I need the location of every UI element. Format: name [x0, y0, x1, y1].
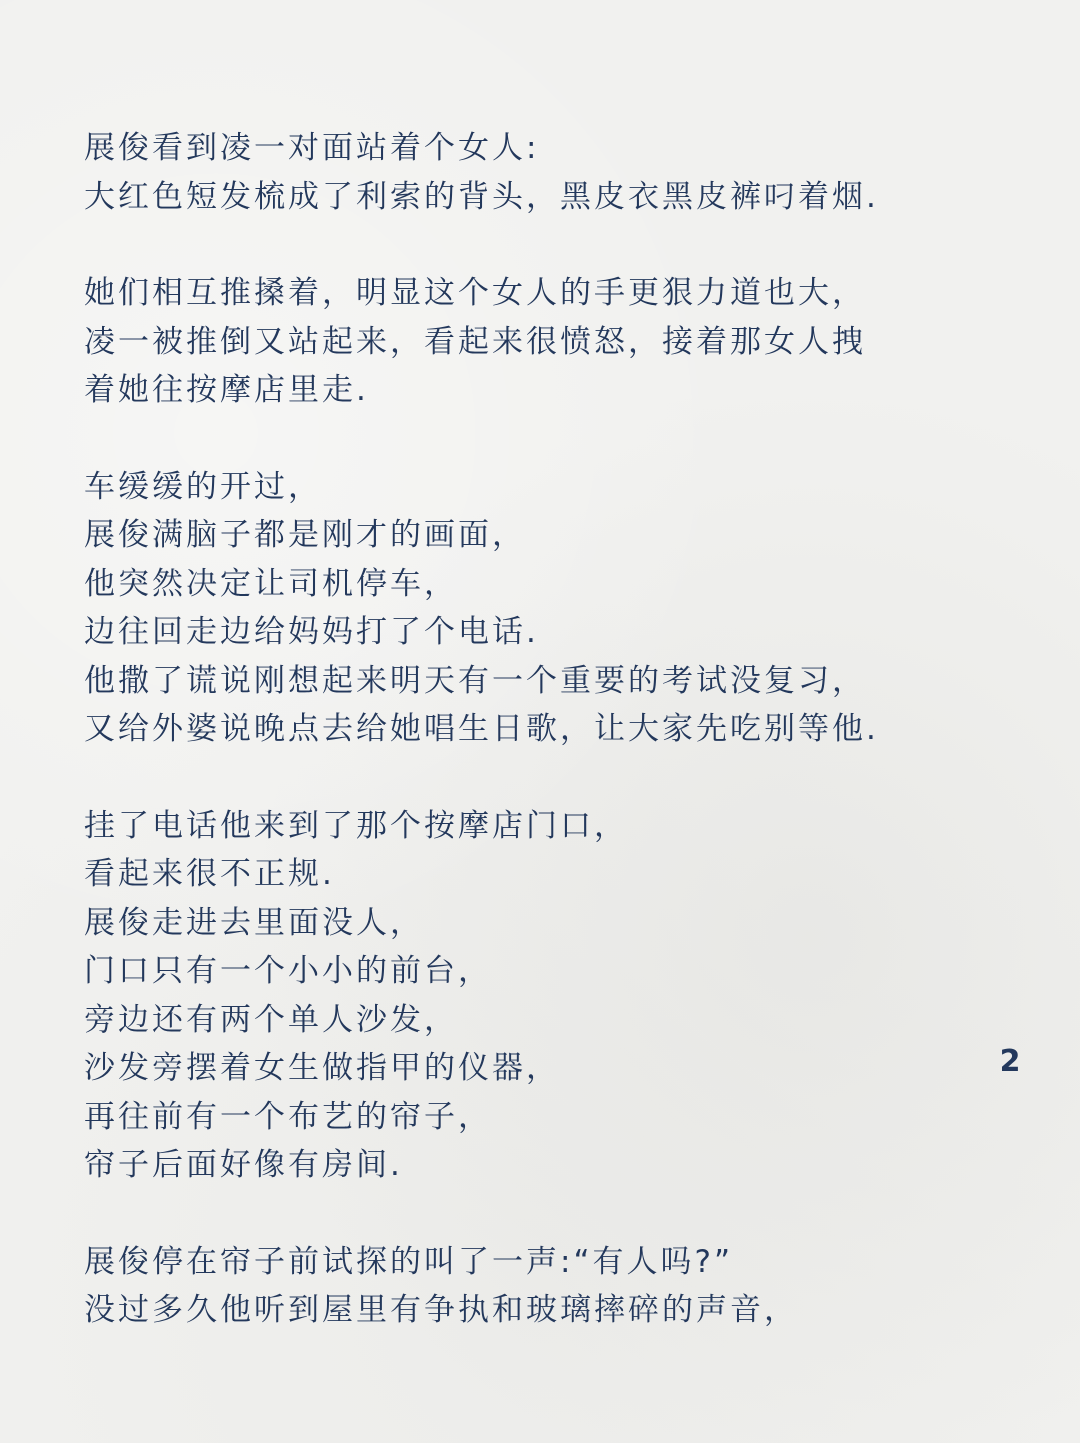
- paragraph: [84, 1238, 1034, 1335]
- text-line: 大红色短发梳成了利索的背头，黑皮衣黑皮裤叼着烟.: [84, 178, 879, 215]
- text-line: 展俊走进去里面没人，: [84, 904, 424, 941]
- text-line: 帘子后面好像有房间.: [84, 1147, 403, 1183]
- text-line: 凌一被推倒又站起来，看起来很愤怒，接着那女人拽: [84, 323, 866, 360]
- text-line: 没过多久他听到屋里有争执和玻璃摔碎的声音，: [84, 1292, 798, 1328]
- text-line: 旁边还有两个单人沙发，: [84, 1001, 458, 1038]
- text-line: 着她往按摩店里走.: [84, 372, 369, 408]
- paragraph: [84, 802, 1034, 1190]
- text-line: 他撒了谎说刚想起来明天有一个重要的考试没复习，: [84, 662, 866, 699]
- paragraph: [84, 463, 1034, 754]
- text-line: 边往回走边给妈妈打了个电话.: [84, 614, 539, 650]
- text-line: 车缓缓的开过，: [84, 468, 322, 505]
- text-line: 展俊看到凌一对面站着个女人:: [84, 130, 540, 166]
- story-text: [84, 124, 1034, 1383]
- page-number: 2: [999, 1044, 1021, 1079]
- paragraph: [84, 269, 1034, 415]
- text-line: 挂了电话他来到了那个按摩店门口，: [84, 807, 628, 844]
- text-line: 看起来很不正规.: [84, 856, 335, 892]
- text-line: 他突然决定让司机停车，: [84, 565, 458, 602]
- text-line: 又给外婆说晚点去给她唱生日歌，让大家先吃别等他.: [84, 711, 879, 747]
- text-line: 展俊停在帘子前试探的叫了一声:“有人吗?”: [84, 1243, 734, 1280]
- text-line: 门口只有一个小小的前台，: [84, 953, 492, 989]
- text-line: 她们相互推搡着，明显这个女人的手更狠力道也大，: [84, 275, 866, 311]
- text-line: 沙发旁摆着女生做指甲的仪器，: [84, 1050, 560, 1086]
- text-line: 再往前有一个布艺的帘子，: [84, 1098, 492, 1135]
- text-line: 展俊满脑子都是刚才的画面，: [84, 517, 526, 553]
- paragraph: [84, 124, 1034, 221]
